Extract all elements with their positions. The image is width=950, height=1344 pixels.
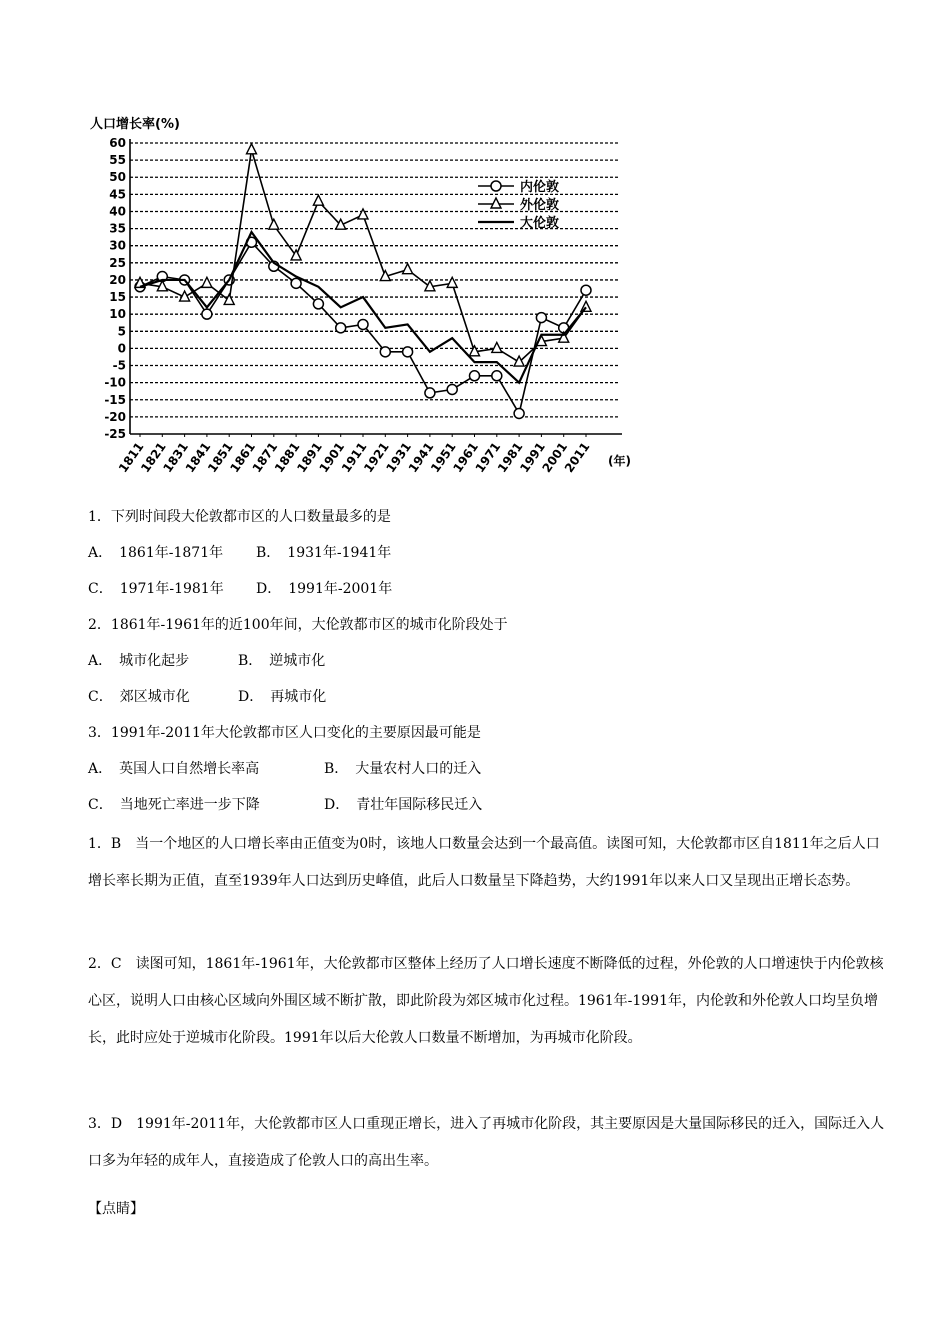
x-tick-label: 1901	[316, 439, 348, 476]
data-point-triangle	[313, 195, 323, 205]
question-1-options-2	[88, 578, 392, 598]
data-point-circle	[514, 408, 524, 418]
data-point-triangle	[358, 209, 368, 219]
option-1a: A． 1861年-1871年	[88, 545, 224, 561]
data-point-circle	[470, 371, 480, 381]
x-tick-label: 1921	[361, 439, 392, 476]
data-point-circle	[291, 278, 301, 288]
x-tick-label: 1911	[338, 439, 370, 476]
option-2c: C． 郊区城市化	[88, 689, 190, 705]
question-2-options	[88, 650, 325, 670]
data-point-triangle	[447, 277, 457, 287]
data-point-triangle	[581, 301, 591, 311]
y-tick-label: 5	[117, 324, 126, 339]
y-tick-label: -5	[112, 358, 126, 373]
option-2a: A． 城市化起步	[88, 653, 190, 669]
y-tick-label: 20	[109, 272, 126, 287]
y-tick-label: -20	[104, 409, 126, 424]
question-1: 1．下列时间段大伦敦都市区的人口数量最多的是	[88, 509, 391, 525]
question-2-options-2	[88, 686, 326, 706]
x-tick-label: 1931	[383, 439, 415, 476]
data-point-circle	[380, 347, 390, 357]
x-tick-label: 2011	[561, 439, 593, 476]
y-axis-title: 人口增长率(%)	[90, 117, 180, 132]
y-tick-label: -25	[104, 427, 126, 441]
y-tick-label: -15	[104, 392, 126, 407]
legend-marker-triangle	[491, 198, 501, 208]
option-1b: B． 1931年-1941年	[256, 545, 392, 561]
population-growth-chart	[80, 108, 660, 478]
question-1-options	[88, 542, 391, 562]
legend-marker-circle	[491, 181, 501, 191]
data-point-circle	[358, 319, 368, 329]
option-1d: D． 1991年-2001年	[256, 581, 393, 597]
data-point-triangle	[202, 277, 212, 287]
data-point-circle	[403, 347, 413, 357]
y-tick-label: 0	[117, 341, 126, 356]
option-3c: C． 当地死亡率进一步下降	[88, 797, 260, 813]
x-tick-label: 1821	[138, 439, 169, 476]
x-tick-label: 2001	[539, 439, 571, 476]
y-tick-label: 45	[109, 187, 126, 202]
x-tick-label: 1941	[405, 439, 437, 476]
option-3d: D． 青壮年国际移民迁入	[324, 797, 483, 813]
y-tick-label: 50	[109, 170, 126, 185]
data-point-triangle	[269, 219, 279, 229]
y-tick-label: 10	[109, 307, 126, 322]
tip-heading: 【点睛】	[88, 1201, 144, 1217]
y-tick-label: 55	[109, 153, 126, 168]
answer-3: 3．D 1991年-2011年，大伦敦都市区人口重现正增长，进入了再城市化阶段，其主要原因是大量国际移民的迁入，国际迁入人口多为年轻的成年人，直接造成了伦敦人口的高出生率。	[88, 1116, 885, 1169]
option-3b: B． 大量农村人口的迁入	[324, 761, 482, 777]
x-tick-label: 1871	[249, 439, 281, 476]
y-tick-label: 35	[109, 221, 126, 236]
data-point-circle	[536, 313, 546, 323]
x-tick-label: 1841	[182, 439, 214, 476]
y-tick-label: 40	[109, 204, 126, 219]
x-tick-label: 1951	[428, 439, 459, 476]
data-point-circle	[336, 323, 346, 333]
answer-1: 1．B 当一个地区的人口增长率由正值变为0时，该地人口数量会达到一个最高值。读图可知，大伦敦都市区自1811年之后人口增长率长期为正值，直至1939年人口达到历史峰值，此后人口数量呈下降趋势，大约1991年以来人口又呈现出正增长态势。	[88, 836, 880, 889]
legend-label: 内伦敦	[520, 180, 560, 195]
data-point-circle	[202, 309, 212, 319]
question-3-options	[88, 758, 481, 778]
x-tick-label: 1991	[517, 439, 548, 476]
x-axis-title: (年)	[608, 454, 631, 468]
x-tick-label: 1831	[160, 439, 192, 476]
x-tick-label: 1971	[472, 439, 504, 476]
data-point-circle	[447, 384, 457, 394]
x-tick-label: 1851	[205, 439, 236, 476]
x-tick-label: 1891	[294, 439, 325, 476]
y-tick-label: 60	[109, 136, 126, 150]
data-point-circle	[313, 299, 323, 309]
y-tick-label: 25	[109, 255, 126, 270]
question-3: 3．1991年-2011年大伦敦都市区人口变化的主要原因最可能是	[88, 725, 481, 741]
option-2d: D． 再城市化	[238, 689, 327, 705]
chart-svg	[80, 108, 660, 478]
y-tick-label: -10	[104, 375, 126, 390]
data-point-triangle	[514, 356, 524, 366]
option-3a: A． 英国人口自然增长率高	[88, 761, 260, 777]
data-point-triangle	[224, 294, 234, 304]
answer-2: 2．C 读图可知，1861年-1961年，大伦敦都市区整体上经历了人口增长速度不断降低的过程，外伦敦的人口增速快于内伦敦核心区，说明人口由核心区域向外围区域不断扩散，即此阶段为郊区城市化过程。1961年-1991年，内伦敦和外伦敦人口均呈负增长，此时应处于逆城市化阶段。1991年以后大伦敦人口数量不断增加，为再城市化阶段。	[88, 956, 884, 1046]
data-point-circle	[425, 388, 435, 398]
x-tick-label: 1981	[494, 439, 526, 476]
x-tick-label: 1961	[450, 439, 481, 476]
option-2b: B． 逆城市化	[238, 653, 326, 669]
legend-label: 大伦敦	[520, 216, 560, 231]
question-3-options-2	[88, 794, 482, 814]
question-2: 2．1861年-1961年的近100年间，大伦敦都市区的城市化阶段处于	[88, 617, 508, 633]
data-point-circle	[581, 285, 591, 295]
y-tick-label: 30	[109, 238, 126, 253]
option-1c: C． 1971年-1981年	[88, 581, 224, 597]
data-point-triangle	[403, 264, 413, 274]
y-tick-label: 15	[109, 290, 126, 305]
data-point-circle	[492, 371, 502, 381]
x-tick-label: 1881	[271, 439, 303, 476]
data-point-triangle	[247, 144, 257, 154]
legend-label: 外伦敦	[520, 198, 560, 213]
data-point-triangle	[492, 342, 502, 352]
x-tick-label: 1811	[115, 439, 147, 476]
x-tick-label: 1861	[227, 439, 258, 476]
